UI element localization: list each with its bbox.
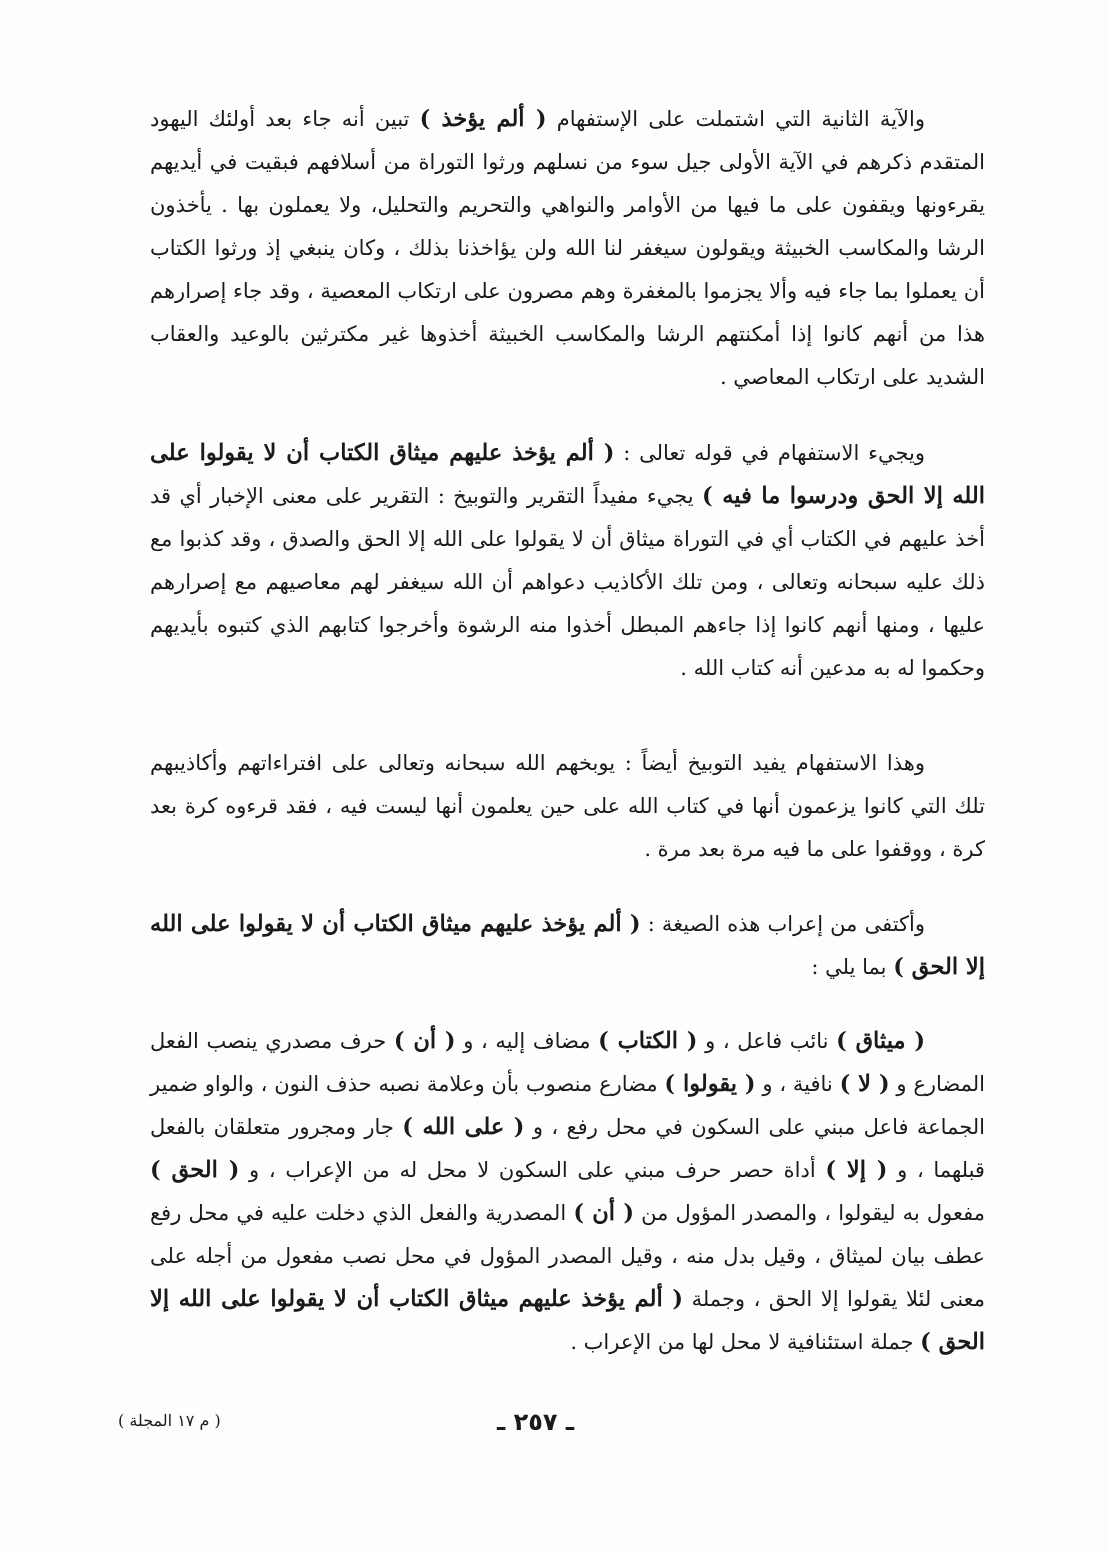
paragraph-text: أداة حصر حرف مبني على السكون لا محل له من الإعراب ، و [239, 1158, 826, 1182]
paragraph-2 [150, 432, 985, 690]
paragraph-text: والآية الثانية التي اشتملت على الإستفهام [546, 107, 925, 131]
quoted-phrase: ( الحق ) [150, 1157, 240, 1183]
paragraph-text: نائب فاعل ، و [697, 1029, 837, 1053]
paragraph-1 [150, 98, 985, 399]
paragraph-text: تبين أنه جاء بعد أولئك اليهود المتقدم ذكرهم في الآية الأولى جيل سوء من نسلهم ورثوا التوراة من أسلافهم فبقيت في أيديهم يقرءونها ويقفون على ما فيها من الأوامر والنواهي والتحريم والتحليل، ولا يعملون بها . يأخذون الرشا والمكاسب الخبيثة ويقولون سيغفر لنا الله ولن يؤاخذنا بذلك ، وكان ينبغي إذ ورثوا الكتاب أن يعملوا بما جاء فيه وألا يجزموا بالمغفرة وهم مصرون على ارتكاب المعصية ، وقد جاء إصرارهم هذا من أنهم كانوا إذا أمكنتهم الرشا والمكاسب الخبيثة أخذوها غير مكترثين بالوعيد والعقاب الشديد على ارتكاب المعاصي . [150, 107, 985, 389]
paragraph-text: بما يلي : [811, 955, 894, 979]
quoted-phrase: ( أن ) [393, 1028, 456, 1054]
quoted-phrase: ( أن ) [573, 1200, 634, 1226]
paragraph-3 [150, 742, 985, 871]
paragraph-text: مفعول به ليقولوا ، والمصدر المؤول من [633, 1201, 985, 1225]
page-number: ـ ٢٥٧ ـ [497, 1408, 575, 1436]
paragraph-text: ويجيء الاستفهام في قوله تعالى : [614, 441, 925, 465]
paragraph-text: يجيء مفيداً التقرير والتوبيخ : التقرير على معنى الإخبار أي قد أخذ عليهم في الكتاب أي في التوراة ميثاق أن لا يقولوا على الله إلا الحق والصدق ، وقد كذبوا مع ذلك عليه سبحانه وتعالى ، ومن تلك الأكاذيب دعواهم أن الله سيغفر لهم معاصيهم مع إصرارهم عليها ، ومنها أنهم كانوا إذا جاءهم المبطل أخذوا منه الرشوة وأخرجوا كتابهم الذي كتبوه بأيديهم وحكموا له به مدعين أنه كتاب الله . [150, 484, 985, 680]
paragraph-text: جملة استئنافية لا محل لها من الإعراب . [570, 1330, 921, 1354]
paragraph-text: نافية ، و [755, 1072, 840, 1096]
quoted-phrase: ( على الله ) [402, 1114, 525, 1140]
quoted-phrase: ( ألم يؤخذ عليهم ميثاق الكتاب أن لا يقولوا على الله إلا الحق ودرسوا ما فيه ) [150, 440, 985, 509]
paragraph-text: حرف مصدري ينصب الفعل المضارع و [150, 1029, 985, 1096]
quoted-phrase: ( الكتاب ) [598, 1028, 698, 1054]
paragraph-4 [150, 903, 985, 989]
footer-note: ( م ١٧ المجلة ) [118, 1411, 221, 1430]
quoted-phrase: ( ألم يؤخذ عليهم ميثاق الكتاب أن لا يقولوا على الله إلا الحق ) [150, 911, 985, 980]
quoted-phrase: ( ميثاق ) [836, 1028, 925, 1054]
quoted-phrase: ( ألم يؤخذ ) [419, 106, 547, 132]
paragraph-text: وهذا الاستفهام يفيد التوبيخ أيضاً : يوبخهم الله سبحانه وتعالى على افتراءاتهم وأكاذيبهم تلك التي كانوا يزعمون أنها في كتاب الله على حين يعلمون أنها ليست فيه ، فقد قرءوه كرة بعد كرة ، ووقفوا على ما فيه مرة بعد مرة . [150, 751, 985, 861]
paragraph-text: المصدرية والفعل الذي دخلت عليه في محل رفع عطف بيان لميثاق ، وقيل بدل منه ، وقيل المصدر المؤول في محل نصب مفعول من أجله على معنى لئلا يقولوا إلا الحق ، وجملة [150, 1201, 985, 1311]
paragraph-text: مضارع منصوب بأن وعلامة نصبه حذف النون ، والواو ضمير الجماعة فاعل مبني على السكون في محل رفع ، و [150, 1072, 985, 1139]
paragraph-5 [150, 1020, 985, 1364]
paragraph-text: وأكتفى من إعراب هذه الصيغة : [640, 912, 926, 936]
quoted-phrase: ( يقولوا ) [664, 1071, 756, 1097]
quoted-phrase: ( لا ) [839, 1071, 890, 1097]
paragraph-text: جار ومجرور متعلقان بالفعل قبلهما ، و [150, 1115, 985, 1182]
quoted-phrase: ( إلا ) [825, 1157, 888, 1183]
quoted-phrase: ( ألم يؤخذ عليهم ميثاق الكتاب أن لا يقولوا على الله إلا الحق ) [150, 1286, 985, 1355]
paragraph-text: مضاف إليه ، و [455, 1029, 599, 1053]
